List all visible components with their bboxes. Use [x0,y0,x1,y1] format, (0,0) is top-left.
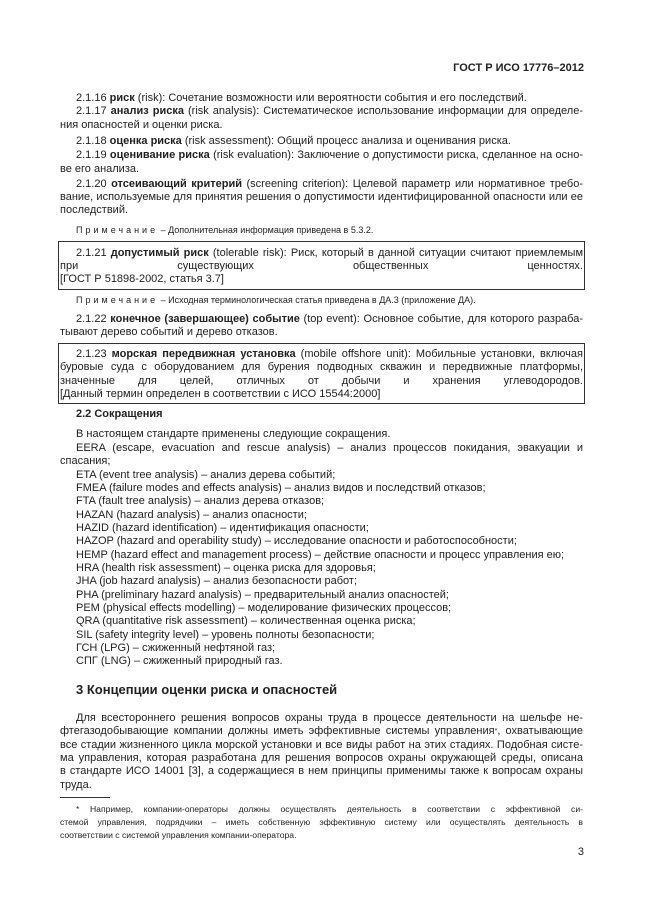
text: 3 Концепции оценки риска и опасностей [76,682,338,697]
text: ма управления, которая разработана для решения вопросов охраны окружающей среды, описана [60,752,583,764]
footnote-marker: * [494,728,498,735]
term: анализ риска [110,105,184,117]
text-line [60,375,583,388]
text-line [76,642,583,655]
text-line [60,361,583,374]
text-line [60,455,583,468]
text-line [76,522,583,535]
text-line [76,178,583,191]
text: (tolerable risk): Риск, который в данной ситуации считают приемлемым [208,247,583,259]
text: 2.1.23 [76,348,112,360]
text: PEM (physical effects modelling) – моделирование физических процессов; [76,602,452,614]
page-number: 3 [577,846,584,858]
term: морская передвижная установка [111,348,296,360]
text: последствий. [60,204,129,216]
term: риск [109,92,135,104]
text-line [60,725,583,738]
text: спасания; [60,455,111,467]
text: (risk evaluation): Заключение о допустимости риска, сделанное на осно- [209,149,583,161]
text: 2.1.21 [76,247,111,259]
text: 2.1.18 [76,135,110,147]
text-line [76,482,583,495]
text: 2.1.17 [76,105,111,117]
text: * Например, компании-операторы должны осуществлять деятельность в соответствии с эффективной си- [76,804,583,814]
note-line [76,294,583,307]
text-line [60,765,583,778]
text-line [76,247,583,260]
footnote-line [60,829,583,842]
text: EERA (escape, evacuation and rescue analysis) – анализ процессов покидания, эвакуации и [76,442,583,454]
term: отсеивающий критерий [111,178,242,190]
text: 2.1.19 [76,149,110,161]
text-line [76,469,583,482]
text-line [76,348,583,361]
text-line [76,712,583,725]
note-label: Примечание [76,225,159,235]
text: при существующих общественных ценностях. [60,260,583,272]
text: 2.1.16 [76,92,110,104]
footnote-line [60,816,583,829]
text: (mobile offshore unit): Мобильные установки, включая [295,348,583,360]
text: FTA (fault tree analysis) – анализ дерева отказов; [76,495,325,507]
text-line [76,442,583,455]
text: Для всестороннего решения вопросов охраны труда в процессе деятельности на шельфе не- [76,712,583,724]
text: соответствии с системой управления компании-оператора. [60,830,297,840]
text-line [76,549,583,562]
term: конечное (завершающее) событие [110,313,300,325]
text-line [60,388,583,401]
section-heading [76,408,583,421]
text-line [60,119,583,132]
text-line [76,655,583,668]
text: SIL (safety integrity level) – уровень полноты безопасности; [76,629,375,641]
text: [Данный термин определен в соответствии с ИСО 15544:2000] [60,388,381,400]
footnote-line [76,803,583,816]
text: ния опасностей и оценки риска. [60,119,223,131]
text-line [76,92,583,105]
text-line [60,204,583,217]
text: В настоящем стандарте применены следующие сокращения. [76,428,391,440]
text-line [76,135,583,148]
text: , охватывающие [497,725,583,737]
text-line [76,629,583,642]
text: (risk): Сочетание возможности или вероятности события и его последствий. [134,92,527,104]
text: тывают дерево событий и дерево отказов. [60,326,278,338]
text-line [60,752,583,765]
term: оценивание риска [109,149,210,161]
note-label: Примечание [76,295,159,305]
text-line [76,602,583,615]
text-line [76,589,583,602]
text: СПГ (LNG) – сжиженный природный газ. [76,655,283,667]
text: (risk analysis): Систематическое использование информации для определе- [183,105,583,117]
text: HAZOP (hazard and operability study) – исследование опасности и работоспособности; [76,535,517,547]
text: (top event): Основное событие, для которого разраба- [299,313,583,325]
text-line [76,149,583,162]
text-line [60,779,583,792]
text: 2.2 Сокращения [76,408,163,420]
text: ETA (event tree analysis) – анализ дерева событий; [76,469,336,481]
term: оценка риска [109,135,182,147]
text: значенные для целей, отличных от добычи и хранения углеводородов. [60,375,583,387]
footnote-divider [60,797,110,798]
text: ве его анализа. [60,163,140,175]
text: PHA (preliminary hazard analysis) – предварительный анализ опасностей; [76,589,449,601]
text: стемой управления, подрядчики – иметь собственную эффективную систему или осуществлять деятельность в [60,817,583,827]
text-line [60,326,583,339]
text-line [76,313,583,326]
text-line [60,191,583,204]
text-line [60,260,583,273]
text: фтегазодобывающие компании должны иметь эффективные системы управления [60,725,495,737]
text-line [76,562,583,575]
document-header: ГОСТ Р ИСО 17776–2012 [453,62,584,74]
text: в стандарте ИСО 14001 [3], а содержащиеся в нем принципы применимы также к вопросам охраны [60,765,583,777]
text: 2.1.20 [76,178,112,190]
text: JHA (job hazard analysis) – анализ безопасности работ; [76,575,358,587]
text-line [76,535,583,548]
text-line [76,428,583,441]
section-heading [76,682,583,697]
text-line [60,163,583,176]
text-line [60,273,583,286]
text-line [60,739,583,752]
text: труда. [60,779,92,791]
text: HAZAN (hazard analysis) – анализ опасности; [76,509,307,521]
text: ГСН (LPG) – сжиженный нефтяной газ; [76,642,276,654]
text: 2.1.22 [76,313,111,325]
text: – Дополнительная информация приведена в 5.3.2. [158,225,374,235]
text: HRA (health risk assessment) – оценка риска для здоровья; [76,562,376,574]
note-line [76,224,583,237]
text: [ГОСТ Р 51898-2002, статья 3.7] [60,273,224,285]
text-line [76,105,583,118]
text: буровые суда с оборудованием для бурения подводных скважин и передвижные платформы, [60,361,583,373]
text: все стадии жизненного цикла морской установки и все виды работ на этих стадиях. Подобная систе- [60,739,583,751]
term: допустимый риск [110,247,209,259]
text: (risk assessment): Общий процесс анализа и оценивания риска. [181,135,511,147]
text-line [76,615,583,628]
text-line [76,575,583,588]
text-line [76,495,583,508]
text: HAZID (hazard identification) – идентификация опасности; [76,522,369,534]
text-line [76,509,583,522]
text: QRA (quantitative risk assessment) – количественная оценка риска; [76,615,416,627]
text: FMEA (failure modes and effects analysis) – анализ видов и последствий отказов; [76,482,486,494]
text: HEMP (hazard effect and management process) – действие опасности и процесс управления ею; [76,549,565,561]
text: – Исходная терминологическая статья приведена в ДА.3 (приложение ДА). [158,295,476,305]
text: вание, используемые для принятия решения о допустимости идентифицированной опасности или ее [60,191,583,203]
text: (screening criterion): Целевой параметр или нормативное требо- [241,178,583,190]
